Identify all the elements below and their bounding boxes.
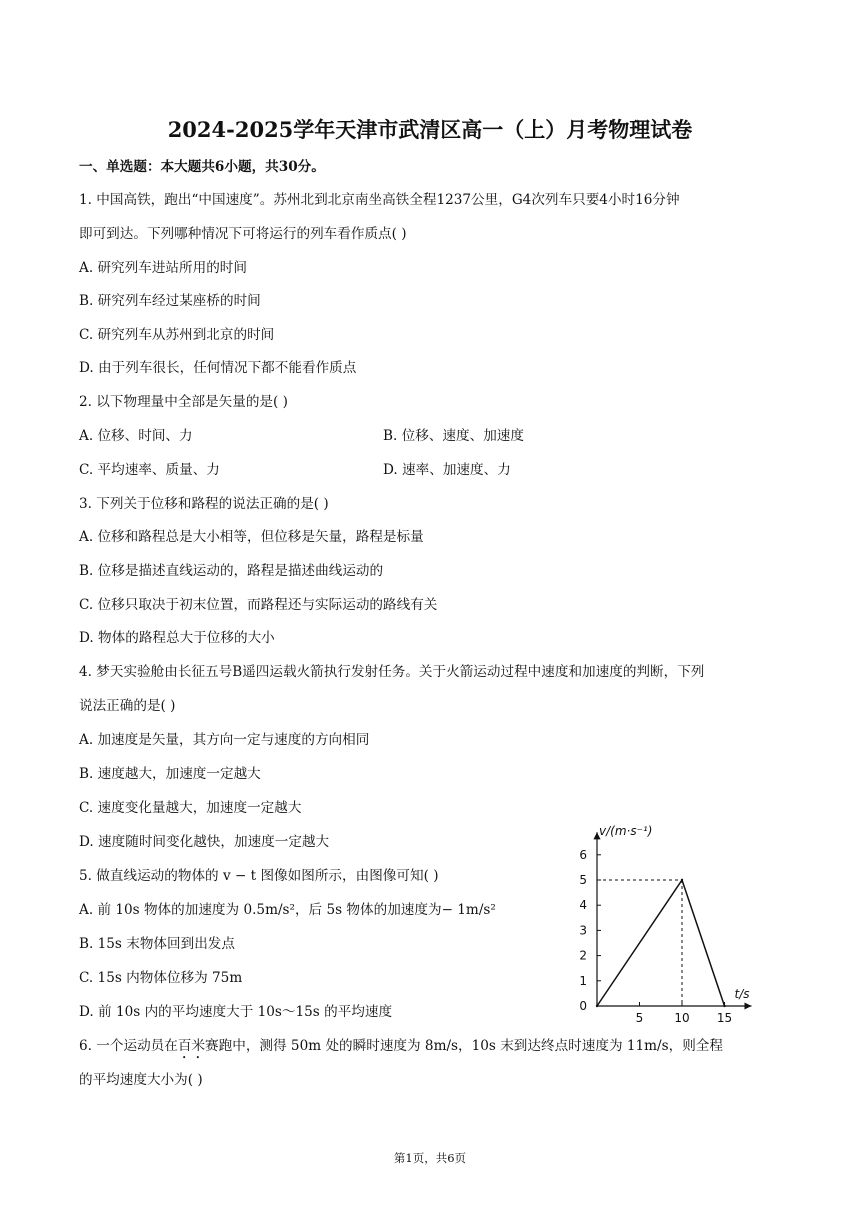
q6-stem-part-b: 赛跑中，测得 50m 处的瞬时速度为 8m/s，10s 末到达终点时速度为 11m/s，则全程 [205,1038,723,1054]
q2-option-c: C. 平均速率、质量、力 [79,462,220,478]
y-tick-label: 0 [579,999,587,1013]
y-tick-label: 2 [579,948,587,963]
q1-stem-line2: 即可到达。下列哪种情况下可将运行的列车看作质点( ) [79,226,407,242]
q1-option-a: A. 研究列车进站所用的时间 [79,260,247,276]
x-tick-label: 15 [716,1011,733,1025]
data-point [596,1005,598,1007]
y-tick-label: 6 [579,847,587,862]
q4-option-b: B. 速度越大，加速度一定越大 [79,766,261,782]
q5-option-b: B. 15s 末物体回到出发点 [79,936,235,952]
y-axis-label: v/(m·s⁻¹) [599,824,653,838]
q4-option-a: A. 加速度是矢量，其方向一定与速度的方向相同 [79,732,370,748]
q1-option-b: B. 研究列车经过某座桥的时间 [79,293,261,309]
data-point [723,1005,725,1007]
q6-stem-part-a: 6. 一个运动员在 [79,1038,178,1054]
q3-option-a: A. 位移和路程总是大小相等，但位移是矢量，路程是标量 [79,529,424,545]
q4-stem-line1: 4. 梦天实验舱由长征五号B遥四运载火箭执行发射任务。关于火箭运动过程中速度和加速度的判断，下列 [79,664,705,680]
y-tick-label: 5 [579,873,587,887]
x-tick-label: 10 [674,1011,690,1025]
q4-option-c: C. 速度变化量越大，加速度一定越大 [79,800,302,816]
q4-option-d: D. 速度随时间变化越快，加速度一定越大 [79,834,330,850]
y-tick-label: 4 [579,898,587,913]
q3-option-c: C. 位移只取决于初末位置，而路程还与实际运动的路线有关 [79,597,438,613]
q5-option-d: D. 前 10s 内的平均速度大于 10s～15s 的平均速度 [79,1004,393,1020]
x-tick-label: 5 [635,1011,644,1025]
y-tick-label: 3 [579,923,587,938]
q2-option-a: A. 位移、时间、力 [79,428,193,444]
q1-option-d: D. 由于列车很长，任何情况下都不能看作质点 [79,360,357,376]
page-title: 2024-2025学年天津市武清区高一（上）月考物理试卷 [167,117,693,142]
q1-option-c: C. 研究列车从苏州到北京的时间 [79,327,275,343]
y-tick-label: 1 [579,973,587,988]
q3-option-d: D. 物体的路程总大于位移的大小 [79,630,275,646]
q5-stem: 5. 做直线运动的物体的 v − t 图像如图所示，由图像可知( ) [79,868,439,884]
q5-option-a: A. 前 10s 物体的加速度为 0.5m/s²，后 5s 物体的加速度为− 1m/s² [79,902,496,918]
page-footer: 第1页，共6页 [393,1151,467,1165]
q6-emphasis-word: 百米 [177,1038,206,1054]
q2-option-d: D. 速率、加速度、力 [383,462,511,478]
vt-chart [560,815,790,1030]
x-axis-label: t/s [734,987,750,1001]
data-point [681,879,683,881]
q2-stem: 2. 以下物理量中全部是矢量的是( ) [79,394,288,410]
section-heading: 一、单选题：本大题共6小题，共30分。 [79,159,325,175]
series-line [597,880,725,1006]
q5-option-c: C. 15s 内物体位移为 75m [79,970,243,986]
q1-stem-line1: 1. 中国高铁，跑出“中国速度”。苏州北到北京南坐高铁全程1237公里，G4次列车只要4小时16分钟 [79,192,680,208]
q3-stem: 3. 下列关于位移和路程的说法正确的是( ) [79,496,329,512]
q6-stem-line2: 的平均速度大小为( ) [79,1072,203,1088]
q6-stem-line1 [79,1036,723,1062]
q2-option-b: B. 位移、速度、加速度 [383,428,524,444]
q3-option-b: B. 位移是描述直线运动的，路程是描述曲线运动的 [79,563,384,579]
q4-stem-line2: 说法正确的是( ) [79,698,176,714]
